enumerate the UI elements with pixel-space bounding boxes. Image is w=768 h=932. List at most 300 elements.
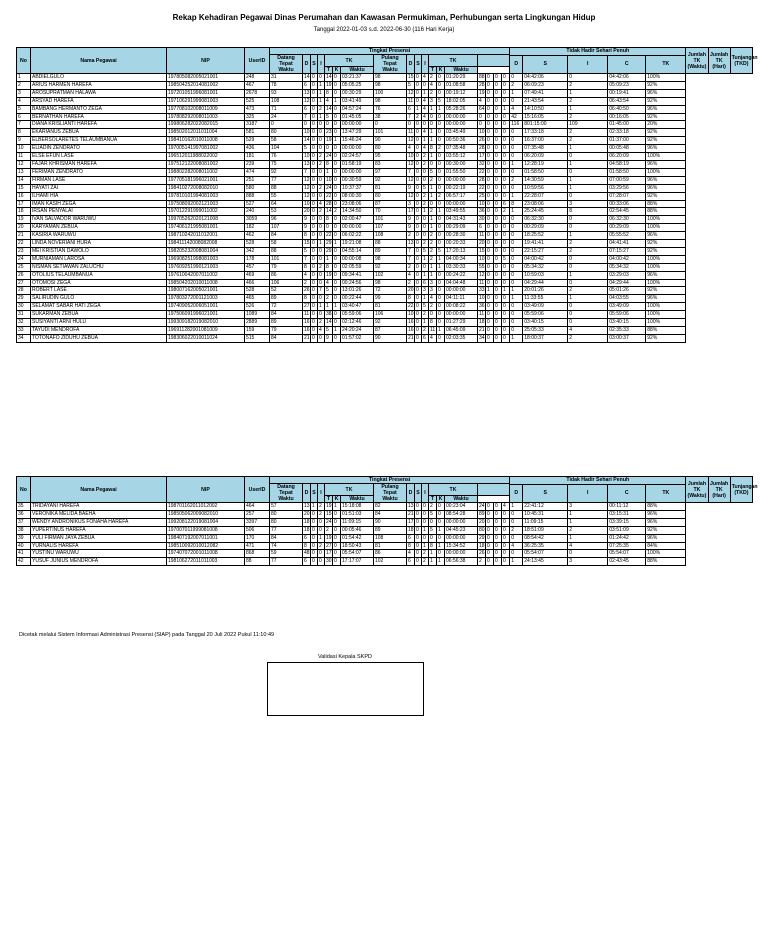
table-cell: 0 [486,137,494,145]
table-cell: 0 [415,247,422,255]
col-tunjangan: Tunjangan (TKD) [730,48,752,74]
table-cell: 0 [510,97,523,105]
table-cell: 4 [510,542,523,550]
table-cell: 0 [494,542,502,550]
table-cell: 01:57:02 [341,334,374,342]
table-cell: 0 [311,145,318,153]
table-cell: 03:51:09 [608,526,646,534]
table-cell: 00:00:00 [341,121,374,129]
col-tk-out: TK [429,55,478,67]
table-cell: 1 [510,192,523,200]
table-cell: 24 [479,503,485,509]
table-cell: 07:25:35 [608,542,646,550]
table-cell: 464 [245,503,270,511]
table-cell: 0 [311,216,318,224]
table-cell: 0 [494,279,502,287]
table-cell: 12 [17,160,31,168]
table-cell: 01:58:19 [341,160,374,168]
table-cell: 2 [415,113,422,121]
table-cell: 0 [502,121,510,129]
table-cell: 0 [333,295,341,303]
table-cell: 198007162005021001 [167,287,245,295]
table-cell: 96% [646,145,686,153]
table-cell: 11 [304,311,310,318]
table-cell: 0 [429,311,437,319]
table-cell: 2 [303,279,311,287]
col-s-abs: S [523,484,568,503]
table-cell: 01:45:05 [341,113,374,121]
table-cell: 1 [502,287,510,295]
table-cell: 0 [510,271,523,279]
table-cell: 88 [270,247,303,255]
table-row [17,200,753,208]
table-cell: 0 [510,518,523,526]
table-cell: 325 [245,113,270,121]
table-cell: 22:28:07 [523,192,568,200]
table-cell: 01:08:58 [445,81,478,89]
table-cell: 1 [568,184,608,192]
table-cell: 0 [502,113,510,121]
table-cell: 0 [437,503,445,511]
table-cell: 240 [245,208,270,216]
col-userid: UserID [245,477,270,503]
table-cell: ARIUS HARMEN HAREFA [31,81,167,89]
table-cell: 92 [374,176,407,184]
table-cell: 2 [422,153,429,161]
table-cell: 0 [318,129,325,137]
table-cell: 1 [568,271,608,279]
table-2-header [17,477,758,503]
table-cell: 5 [17,105,31,113]
table-cell: 198410272008082010 [167,184,245,192]
table-cell: 0 [311,240,318,248]
table-cell: 181 [245,153,270,161]
table-cell: 0 [415,97,422,105]
table-cell: 0 [333,224,341,232]
table-cell: 18:50:43 [341,542,374,550]
table-cell: 101 [374,129,407,137]
table-cell: 89 [374,526,407,534]
table-cell: 0 [415,287,422,295]
table-cell: 19 [326,271,332,278]
table-cell: 9 [325,334,333,342]
table-cell: 0 [311,200,318,208]
table-row [17,176,753,184]
col-c-abs: C [608,55,646,74]
table-row [17,271,753,279]
table-cell: 0 [494,105,502,113]
table-cell: 1 [318,534,325,542]
table-cell: 0 [415,160,422,168]
table-cell: 92% [646,287,686,295]
col-tk-out: TK [429,484,478,496]
table-cell: 0 [415,327,422,335]
table-cell: 39 [17,534,31,542]
table-cell: 00:05:46 [341,526,374,534]
table-cell: 18:25:52 [523,232,568,240]
table-row [17,74,753,82]
table-cell: 06:40:50 [608,105,646,113]
table-cell: 0 [311,153,318,161]
table-cell: 33 [479,287,485,294]
table-cell: 0 [415,200,422,208]
table-cell: 0 [486,550,494,558]
table-cell: 0 [510,129,523,137]
table-cell: 0 [502,192,510,200]
table-cell: 0 [510,255,523,263]
table-cell: 58 [270,137,303,145]
table-cell: 9 [303,216,311,224]
table-cell: 29 [479,534,485,541]
table-cell: 2 [422,200,429,208]
table-cell: 0 [486,534,494,542]
table-cell: 24 [326,518,332,525]
table-row [17,518,753,526]
table-cell: 89 [374,247,407,255]
table-row [17,303,753,311]
table-cell: 15 [326,510,332,517]
table-cell: 0 [486,240,494,248]
table-cell: YUSTINU WARUWU [31,550,167,558]
table-cell: 96% [646,232,686,240]
table-cell: 26 [304,287,310,294]
table-cell: 12 [408,192,414,199]
table-cell: 2 [325,526,333,534]
table-cell: 0 [415,510,422,518]
table-cell: 0 [478,113,486,121]
table-cell: 04:57:24 [341,105,374,113]
table-cell: 21:43:54 [523,97,568,105]
table-cell: 92 [270,168,303,176]
table-cell: 0 [568,311,608,319]
table-cell: 23 [326,129,332,136]
table-cell: 0 [415,121,422,129]
table-cell: 96% [646,89,686,97]
table-cell: 2 [429,255,437,263]
table-cell: NISMAN SETIAWAN ZALUCHU [31,263,167,271]
table-cell: ILHAMI HIA [31,192,167,200]
table-cell: 88% [646,327,686,335]
table-cell: 17 [326,550,332,557]
table-cell: 0 [415,534,422,542]
table-cell: 00:23:04 [445,503,478,511]
table-cell: 04:31:43 [445,216,478,224]
table-cell: 0 [437,295,445,303]
table-cell: 100% [646,279,686,287]
table-row [17,97,753,105]
table-cell: 1 [437,263,445,271]
table-cell: 26 [479,550,485,557]
table-cell: 03:21:37 [341,74,374,82]
table-cell: 0 [415,216,422,224]
col-s-out: S [415,484,422,503]
table-cell: 0 [486,518,494,526]
table-cell: 0 [415,232,422,240]
table-cell: 24 [17,255,31,263]
table-cell: 0 [494,113,502,121]
table-cell: 83 [374,160,407,168]
table-cell: FIRMAN LASE [31,176,167,184]
table-cell: 04:42:06 [523,74,568,82]
table-cell: 00:08:22 [445,303,478,311]
table-cell: 4 [407,550,415,558]
table-cell: MURNIAMAN LAROSA [31,255,167,263]
col-tunjangan: Tunjangan (TKD) [730,477,752,503]
table-cell: 18 [304,518,310,525]
col-nama: Nama Pegawai [31,477,167,503]
col-waktu-out: Waktu [445,496,478,503]
table-cell: 0 [311,224,318,232]
table-cell: 3187 [245,121,270,129]
table-cell: 81 [374,303,407,311]
table-cell: 197512122008081002 [167,160,245,168]
table-cell: 06:32:30 [608,216,646,224]
table-cell: 3059 [245,216,270,224]
table-cell: 96 [270,216,303,224]
table-cell: 2 [510,81,523,89]
table-cell: 0 [318,255,325,263]
table-cell: 36 [479,208,485,215]
table-cell: 0 [486,303,494,311]
table-cell: 4 [429,334,437,342]
table-cell: 8 [429,145,437,153]
table-cell: 12 [304,192,310,199]
table-cell: 0 [502,550,510,558]
table-cell: 4 [407,145,415,153]
col-jumlah-tk-hari: Jumlah TK (Hari) [708,477,730,503]
table-cell: WENDY ANDRONIKUS FONAHA HAREFA [31,518,167,526]
col-tingkat-presensi: Tingkat Presensi [270,48,510,55]
table-cell: 0 [422,168,429,176]
table-cell: 89 [270,319,303,327]
table-cell: 0 [415,303,422,311]
table-cell: 06:02:22 [341,232,374,240]
table-cell: 22 [17,240,31,248]
table-cell: 07:49:41 [523,89,568,97]
table-cell: 7 [318,287,325,295]
col-nip: NIP [167,48,245,74]
table-cell: 6 [303,558,311,566]
table-cell: 0 [437,287,445,295]
table-cell: 0 [333,558,341,566]
table-cell: 0 [437,216,445,224]
table-cell: 2 [422,240,429,248]
table-cell: 0 [494,121,502,129]
table-cell: 17 [17,200,31,208]
table-cell: 0 [494,208,502,216]
table-cell: 0 [510,510,523,518]
table-cell: 248 [245,74,270,82]
table-cell: 0 [415,81,422,89]
col-waktu-out: Waktu [445,67,478,74]
col-nama: Nama Pegawai [31,48,167,74]
table-cell: 0 [494,240,502,248]
table-cell: 0 [333,510,341,518]
table-cell: 197007011999081008 [167,526,245,534]
table-cell: 86 [270,271,303,279]
table-cell: 0 [311,534,318,542]
table-cell: 0 [437,518,445,526]
table-cell: 00:19:12 [445,89,478,97]
table-cell: 02:33:18 [608,129,646,137]
table-cell: 199208122019081004 [167,518,245,526]
table-cell: 0 [437,303,445,311]
table-cell: 100% [646,303,686,311]
table-cell: 79 [270,263,303,271]
table-cell: 0 [415,526,422,534]
table-cell: 2 [568,113,608,121]
table-row [17,168,753,176]
table-cell: 1 [429,153,437,161]
table-cell: 24:13:45 [523,558,568,566]
table-cell: 05:09:23 [608,81,646,89]
table-cell: 0 [510,145,523,153]
table-cell: 23:08:06 [341,200,374,208]
table-cell: 19 [326,81,332,88]
table-cell: 198306022010011024 [167,334,245,342]
table-cell: 106 [374,311,407,319]
table-cell: 42 [17,558,31,566]
table-cell: 1 [415,105,422,113]
table-cell: 108 [374,232,407,240]
table-cell: 5 [437,97,445,105]
table-cell: 196512011988022002 [167,153,245,161]
table-cell: 08:00:30 [341,192,374,200]
table-cell: 0 [494,81,502,89]
table-cell: 96% [646,184,686,192]
table-cell: 0 [568,74,608,82]
table-cell: 12 [304,184,310,191]
table-cell: 0 [494,137,502,145]
table-cell: 0 [494,232,502,240]
table-cell: 0 [422,518,429,526]
table-cell: 0 [486,542,494,550]
page-subtitle: Tanggal 2022-01-03 s.d. 2022-06-30 (116 Hari Kerja) [313,27,455,33]
attendance-table-1 [16,47,758,343]
table-cell: 2 [17,81,31,89]
table-cell: 92 [374,319,407,327]
table-cell: 0 [415,208,422,216]
table-cell: 6 [17,113,31,121]
table-cell: 04:29:44 [608,279,646,287]
table-cell: 55 [270,192,303,200]
table-cell: 05:54:07 [341,550,374,558]
table-cell: 0 [502,279,510,287]
table-cell: 0 [422,216,429,224]
table-cell: 24:20:24 [341,327,374,335]
table-cell: 1 [325,255,333,263]
table-cell: 0 [415,503,422,511]
table-cell: 01:45:00 [608,121,646,129]
table-cell: 2 [422,311,429,319]
table-cell: 467 [245,81,270,89]
table-cell: 7 [407,247,415,255]
table-cell: 0 [318,518,325,526]
table-cell: 197005141997081002 [167,145,245,153]
table-cell: 6 [422,279,429,287]
table-cell: 0 [422,81,429,89]
table-cell: 197808292008011003 [167,113,245,121]
table-cell: 28 [326,200,332,207]
table-cell: 05:54:07 [523,550,568,558]
table-cell: 0 [318,558,325,566]
table-cell: 197508092002121003 [167,200,245,208]
table-cell: 4 [422,97,429,105]
table-cell: 1 [437,558,445,566]
table-cell: 473 [245,105,270,113]
table-cell: 101 [374,216,407,224]
table-cell: 3397 [245,518,270,526]
table-cell: 0 [502,97,510,105]
table-cell: 16 [408,319,414,326]
table-cell: 0 [415,145,422,153]
table-cell: 0 [333,89,341,97]
table-cell: 1 [333,327,341,335]
table-cell: 3 [568,503,608,511]
table-cell: 1 [422,89,429,97]
table-cell: 21 [408,510,414,517]
table-cell: 11:33:55 [523,295,568,303]
table-cell: 0 [486,279,494,287]
table-cell: 0 [333,550,341,558]
table-cell: 1 [502,105,510,113]
table-cell: 2 [422,160,429,168]
table-cell: 8 [303,542,311,550]
table-cell: 14 [326,319,332,326]
table-cell: 18:00:37 [523,334,568,342]
table-cell: 0 [437,81,445,89]
table-cell: 04:00:34 [445,255,478,263]
table-cell: 32 [479,160,485,167]
table-cell: 0 [333,534,341,542]
table-cell: 13 [304,89,310,96]
table-cell: 21 [479,327,485,333]
table-cell: 10 [479,295,485,302]
table-cell: 0 [502,129,510,137]
table-cell: 9 [407,216,415,224]
table-cell: 75 [270,160,303,168]
table-cell: 84 [270,534,303,542]
table-cell: 00:24:56 [341,279,374,287]
table-cell: 0 [494,558,502,566]
table-cell: 16 [17,192,31,200]
table-cell: 1 [422,255,429,263]
table-cell: 1 [422,208,429,216]
table-cell: 2 [325,295,333,303]
col-i-abs: I [568,484,608,503]
col-waktu-in: Waktu [341,496,374,503]
table-cell: 0 [502,558,510,566]
table-cell: 96% [646,271,686,279]
table-cell: 01:24:42 [608,534,646,542]
table-cell: 0 [311,558,318,566]
table-cell: 12 [408,160,414,167]
table-cell: 0 [486,247,494,255]
table-cell: 90 [374,334,407,342]
table-row [17,192,753,200]
table-cell: 10 [479,255,485,262]
table-cell: 89 [270,295,303,303]
table-cell: 1 [568,145,608,153]
table-cell: 42 [510,113,523,121]
table-cell: 0 [311,287,318,295]
table-cell: 0 [333,145,341,153]
table-cell: 197810101994081003 [167,192,245,200]
table-cell: 0 [486,255,494,263]
table-cell: 03:40:15 [608,319,646,327]
table-cell: 198701162011012002 [167,503,245,511]
table-row [17,232,753,240]
